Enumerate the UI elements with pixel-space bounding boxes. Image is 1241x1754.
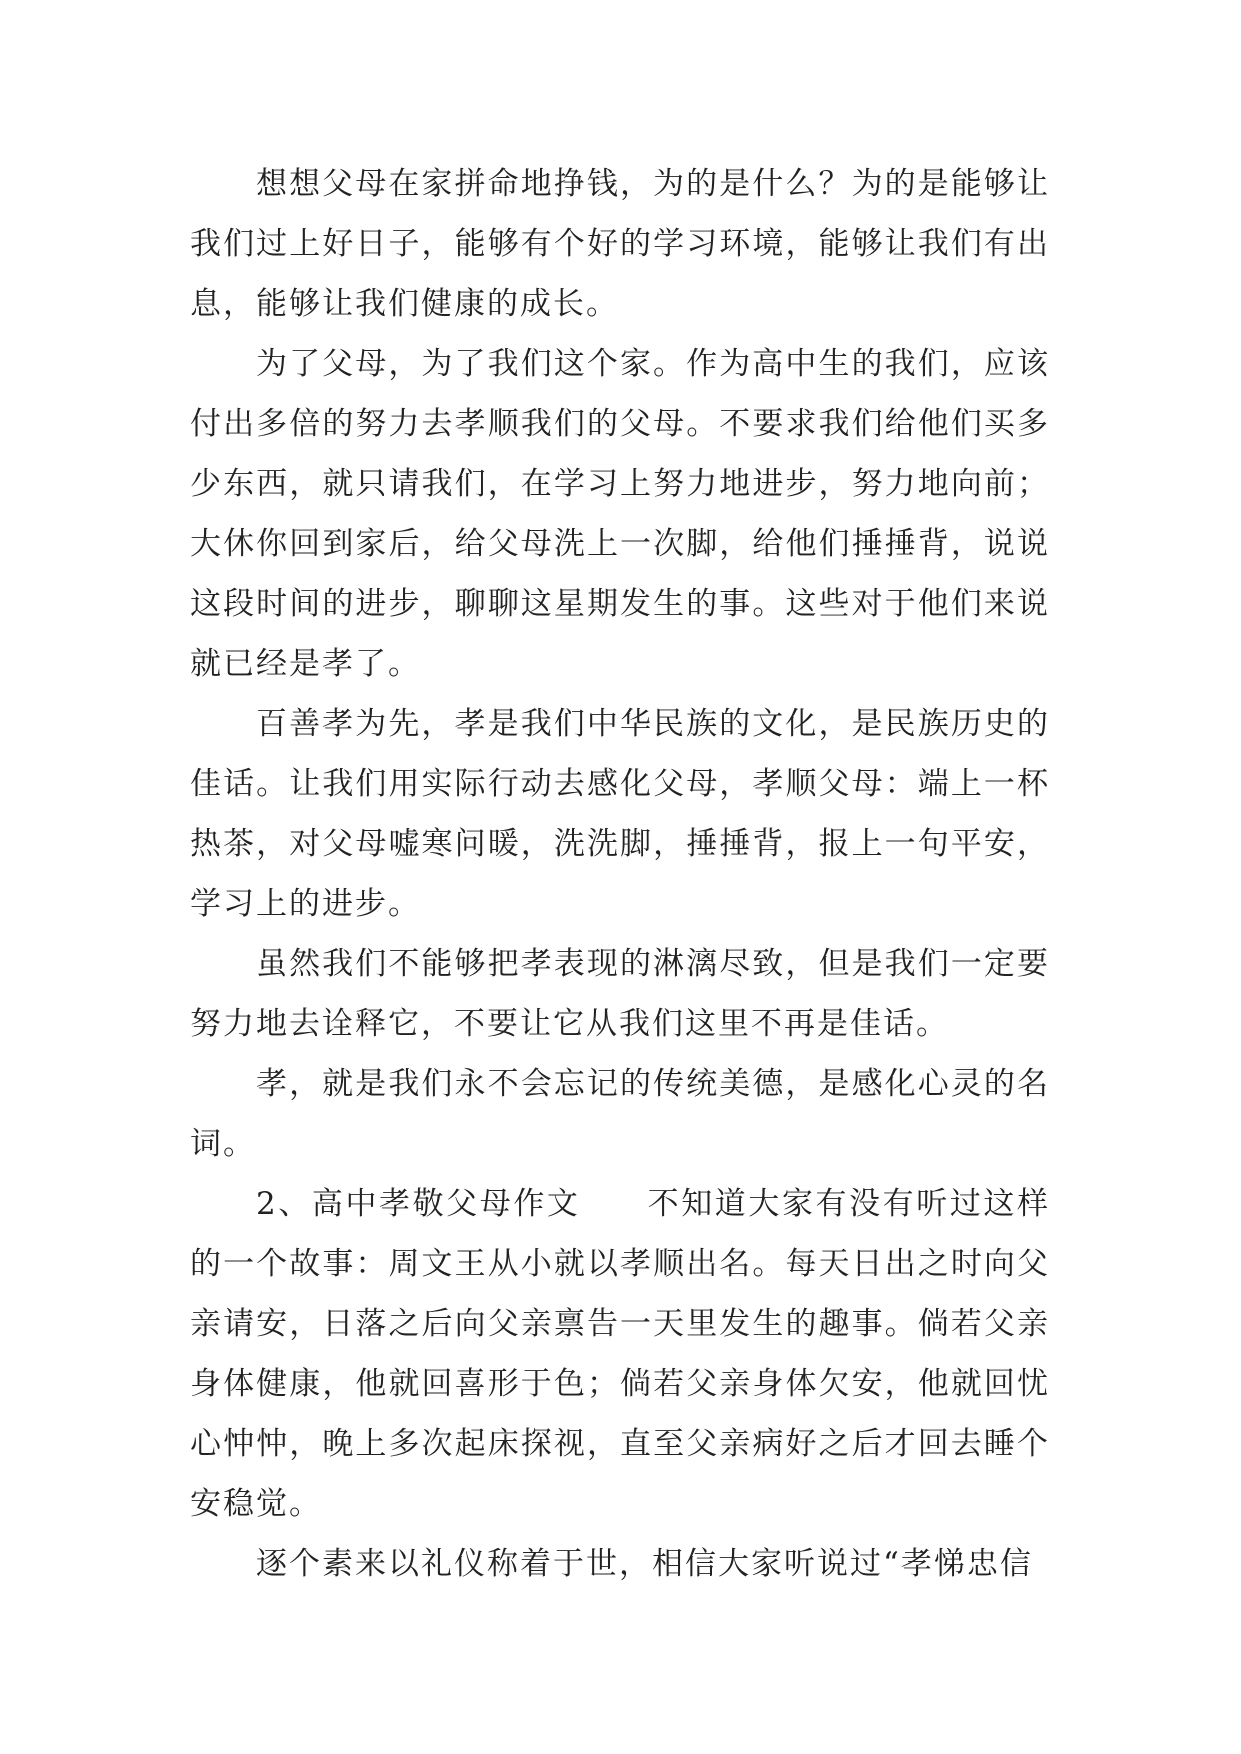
paragraph: 孝，就是我们永不会忘记的传统美德，是感化心灵的名词。 — [190, 1066, 1050, 1162]
paragraph: 虽然我们不能够把孝表现的淋漓尽致，但是我们一定要努力地去诠释它，不要让它从我们这里不再是佳话。 — [190, 946, 1050, 1042]
paragraph: 为了父母，为了我们这个家。作为高中生的我们，应该付出多倍的努力去孝顺我们的父母。不要求我们给他们买多少东西，就只请我们，在学习上努力地进步，努力地向前；大休你回到家后，给父母洗上一次脚，给他们捶捶背，说说这段时间的进步，聊聊这星期发生的事。这些对于他们来说就已经是孝了。 — [190, 346, 1050, 682]
paragraph: 2、高中孝敬父母作文 不知道大家有没有听过这样的一个故事：周文王从小就以孝顺出名。每天日出之时向父亲请安，日落之后向父亲禀告一天里发生的趣事。倘若父亲身体健康，他就回喜形于色；倘若父亲身体欠安，他就回忧心忡忡，晚上多次起床探视，直至父亲病好之后才回去睡个安稳觉。 — [190, 1186, 1050, 1522]
document-body — [190, 154, 1050, 1594]
paragraph: 逐个素来以礼仪称着于世，相信大家听说过“孝悌忠信 — [256, 1546, 1033, 1582]
paragraph: 想想父母在家拼命地挣钱，为的是什么？为的是能够让我们过上好日子，能够有个好的学习环境，能够让我们有出息，能够让我们健康的成长。 — [190, 166, 1050, 322]
paragraph: 百善孝为先，孝是我们中华民族的文化，是民族历史的佳话。让我们用实际行动去感化父母，孝顺父母：端上一杯热茶，对父母嘘寒问暖，洗洗脚，捶捶背，报上一句平安，学习上的进步。 — [190, 706, 1050, 922]
